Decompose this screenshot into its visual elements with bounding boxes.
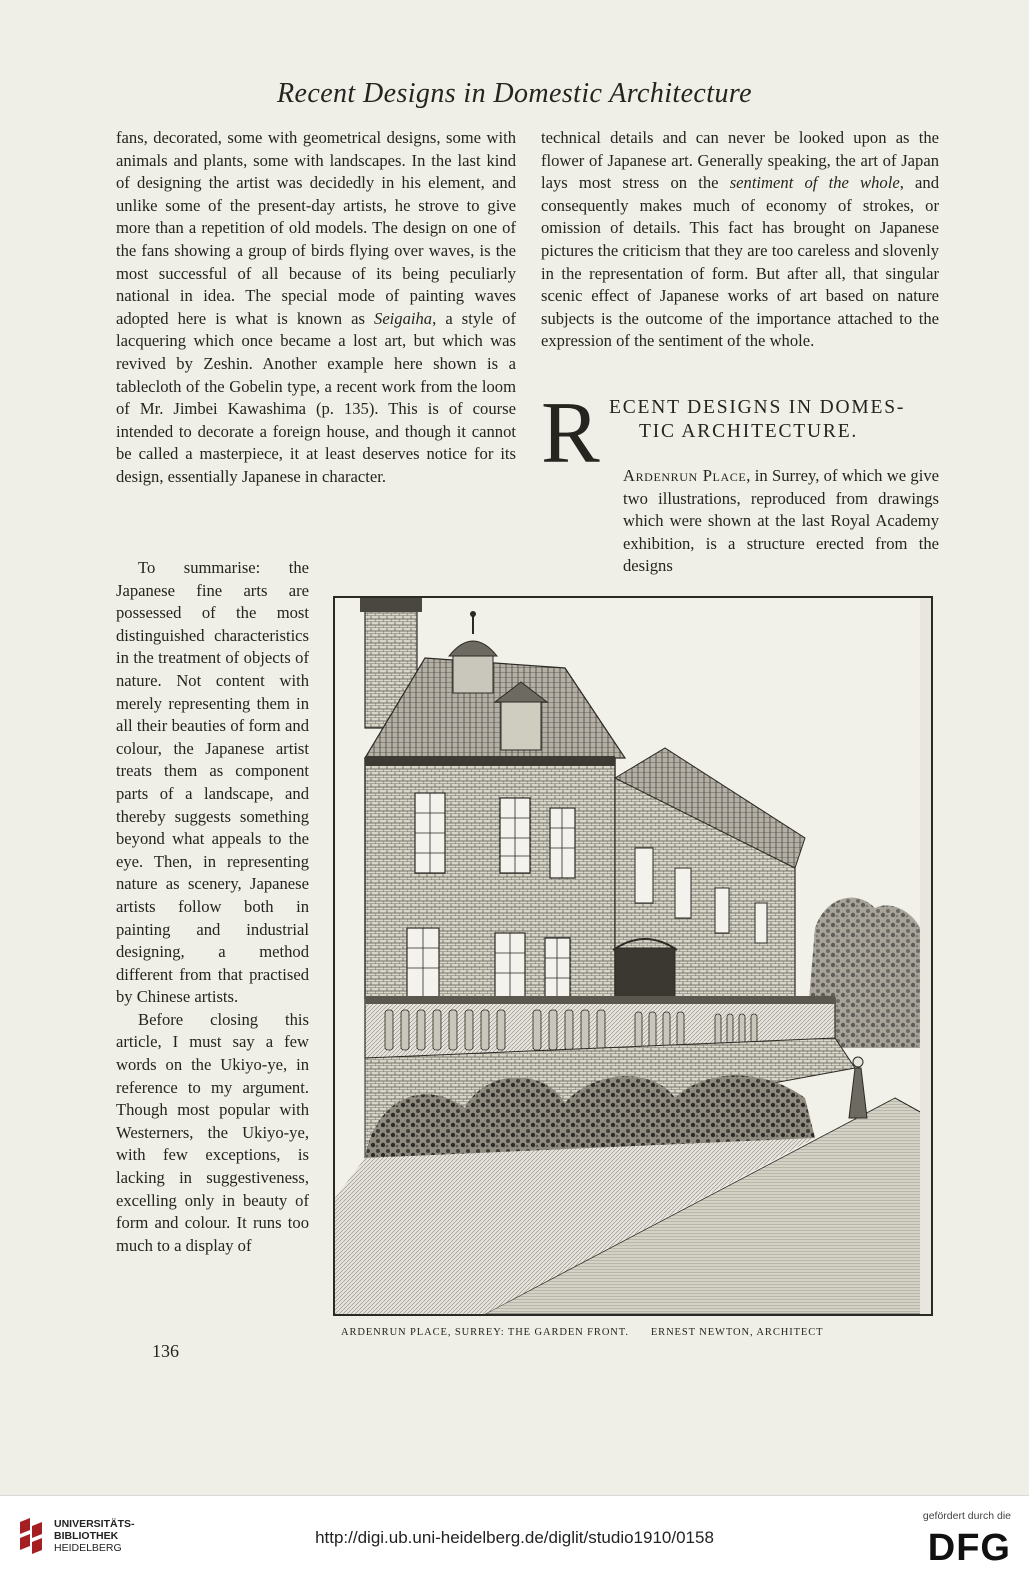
right-column-top (541, 127, 939, 353)
italic-term: sentiment of the whole (729, 173, 900, 193)
page-number: 136 (152, 1341, 179, 1361)
funded-by-label: gefördert durch die (922, 1510, 1011, 1522)
paragraph (541, 127, 939, 353)
paragraph-text: , and consequently makes much of economy of strokes, or omission of details. This fact has brought on Japanese pictures the criticism that they are too careless and slovenly in the representation of form. But after all, that singular scenic effect of Japanese works of art based on nature subjects is the outcome of the importance attached to the expression of the sentiment of the whole. (541, 173, 940, 351)
source-url-link[interactable]: http://digi.ub.uni-heidelberg.de/diglit/studio1910/0158 (315, 1528, 714, 1547)
paragraph (541, 465, 939, 578)
paragraph-text: , a style of lacquering which once became a lost art, but which was revived by Zeshin. Another example here shown is a tablecloth of the Gobelin type, a recent work from the loom of Mr. Jimbei Kawashima (p. 135). This is of course intended to decorate a foreign house, and though it cannot be called a masterpiece, it at least deserves notice for its design, essentially Japanese in character. (116, 308, 516, 486)
institution-line: BIBLIOTHEK (54, 1530, 119, 1542)
left-column-narrow (116, 557, 309, 1257)
italic-term: Seigaiha (374, 308, 433, 328)
paragraph: To summarise: the Japanese fine arts are possessed of the most distinguished characteristics in the treatment of objects of nature. Not content with merely representing them in all their beauties of form and colour, the Japanese artist treats them as component parts of a landscape, and thereby suggests something beyond what appeals to the eye. Then, in representing nature as scenery, Japanese artists follow both in painting and industrial designing, a method different from that practised by Chinese artists. (116, 558, 309, 1007)
institution-line: HEIDELBERG (54, 1542, 122, 1554)
paragraph-text: fans, decorated, some with geometrical designs, some with animals and plants, some with landscapes. In the last kind of designing the artist was decidedly in his element, and unlike some of the present-day artists, he strove to give more than a repetition of old models. The design on one of the fans showing a group of birds flying over waves, is the most successful of all because of its being peculiarly national in idea. The special mode of painting waves adopted here is what is known as (116, 128, 516, 328)
architectural-illustration (333, 596, 933, 1316)
dfg-logo: DFG (927, 1527, 1011, 1569)
left-column-top (116, 127, 516, 489)
paragraph-text: , in Surrey, of which we give two illustrations, reproduced from drawings which were shown at the last Royal Academy exhibition, is a structure erected from the designs (623, 466, 939, 576)
institution-line: UNIVERSITÄTS- (54, 1518, 135, 1530)
figure-caption (341, 1327, 941, 1338)
caption-architect: ERNEST NEWTON, ARCHITECT (650, 1327, 824, 1338)
house-drawing-image (335, 598, 931, 1314)
drop-cap: R (541, 385, 600, 482)
page-title: Recent Designs in Domestic Architecture (277, 78, 752, 109)
paragraph: Before closing this article, I must say a few words on the Ukiyo-ye, in reference to my argument. Though most popular with Westerners, the Ukiyo-ye, with few exceptions, is lacking in suggestiveness, excelling only in beauty of form and colour. It runs too much to a display of (116, 1009, 309, 1255)
paragraph (116, 127, 516, 489)
heading-line-1: ECENT DESIGNS IN DOMES- (609, 397, 906, 418)
section-heading-text (609, 396, 939, 444)
paragraph-text: technical details and can never be looked upon as the flower of Japanese art. Generally speaking, the art of Japan lays most stress on the (541, 128, 939, 193)
footer-bar (0, 1495, 1029, 1578)
place-name: Ardenrun Place (623, 466, 747, 485)
section-intro (541, 465, 939, 578)
caption-title: ARDENRUN PLACE, SURREY: THE GARDEN FRONT. (341, 1327, 629, 1338)
heading-line-2: TIC ARCHITECTURE. (639, 421, 859, 442)
